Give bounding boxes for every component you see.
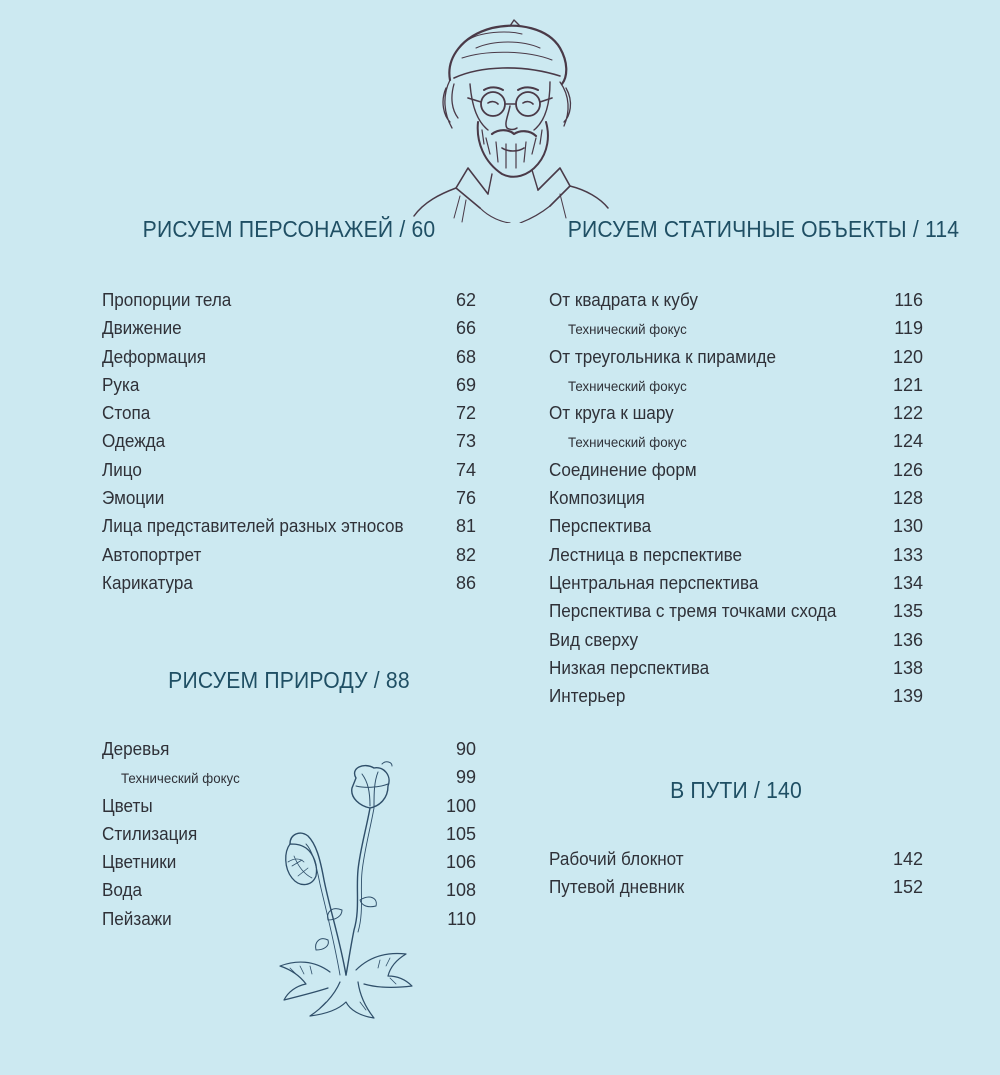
toc-subentry (549, 427, 923, 455)
entry-label: Эмоции (102, 488, 165, 509)
entry-page-number: 74 (455, 459, 476, 480)
entry-label: Деревья (102, 739, 170, 759)
entry-label: Цветники (102, 852, 177, 873)
entry-label: Низкая перспектива (549, 657, 710, 678)
entry-label: Технический фокус (568, 377, 687, 394)
entry-label: Центральная перспектива (549, 572, 759, 593)
toc-entry (549, 873, 923, 901)
toc-entry (549, 569, 923, 597)
toc-section-travel (549, 777, 923, 902)
entry-page-number: 138 (892, 657, 923, 678)
entry-page-number: 81 (455, 516, 476, 537)
entry-label: Движение (102, 318, 182, 339)
entry-page-number: 76 (455, 488, 476, 509)
toc-entry (102, 343, 476, 371)
toc-entry (102, 371, 476, 399)
toc-entry (102, 286, 476, 314)
entry-label: Лица представителей разных этносов (102, 516, 404, 537)
entry-page-number: 122 (892, 403, 923, 424)
section-title: РИСУЕМ ПРИРОДУ / 88 (168, 667, 410, 693)
toc-subentry (549, 371, 923, 399)
entry-page-number: 116 (894, 290, 923, 310)
entry-page-number: 135 (892, 601, 923, 622)
toc-entry (549, 399, 923, 427)
entry-page-number: 120 (892, 346, 923, 367)
entry-page-number: 124 (892, 431, 923, 452)
entry-page-number: 82 (455, 544, 476, 565)
section-title: РИСУЕМ СТАТИЧНЫЕ ОБЪЕКТЫ / 114 (567, 216, 960, 242)
entry-page-number: 130 (892, 516, 923, 537)
toc-entry (549, 626, 923, 654)
entry-page-number: 119 (894, 318, 923, 339)
toc-entry (102, 484, 476, 512)
entry-label: Интерьер (549, 686, 626, 707)
toc-entry (549, 512, 923, 540)
toc-entry (549, 541, 923, 569)
toc-entry (102, 569, 476, 597)
toc-entry (549, 286, 923, 314)
entry-page-number: 108 (445, 880, 476, 901)
toc-entry (102, 905, 476, 933)
toc-entry (102, 735, 476, 763)
entries-list (549, 845, 923, 902)
toc-entry (549, 456, 923, 484)
entry-page-number: 139 (892, 686, 923, 707)
entry-page-number: 90 (455, 739, 476, 759)
toc-section-nature (102, 667, 476, 933)
toc-entry (102, 876, 476, 904)
entry-label: Цветы (102, 795, 153, 816)
entry-label: Рабочий блокнот (549, 849, 684, 869)
entry-page-number: 69 (455, 374, 476, 395)
entry-page-number: 66 (455, 318, 476, 339)
entry-page-number: 106 (445, 852, 476, 873)
entry-label: Вода (102, 880, 143, 901)
entry-label: Технический фокус (121, 770, 240, 787)
portrait-sketch-illustration (410, 18, 610, 223)
entry-label: Карикатура (102, 572, 193, 593)
entries-list (102, 735, 476, 933)
entry-label: Вид сверху (549, 629, 639, 650)
entry-page-number: 68 (455, 346, 476, 367)
toc-subentry (549, 314, 923, 342)
entry-label: Пропорции тела (102, 290, 232, 310)
entry-page-number: 105 (445, 823, 476, 844)
entry-label: Автопортрет (102, 544, 202, 565)
toc-entry (102, 512, 476, 540)
toc-entry (549, 597, 923, 625)
entry-page-number: 134 (892, 572, 923, 593)
toc-entry (102, 456, 476, 484)
entry-label: Технический фокус (568, 434, 687, 451)
toc-entry (102, 541, 476, 569)
entry-page-number: 126 (892, 459, 923, 480)
entry-label: Лестница в перспективе (549, 544, 743, 565)
entries-list (102, 286, 476, 597)
entry-page-number: 136 (892, 629, 923, 650)
entry-label: Перспектива (549, 516, 652, 537)
toc-subentry (102, 763, 476, 791)
entry-label: Лицо (102, 459, 142, 480)
entry-label: Соединение форм (549, 459, 697, 480)
toc-entry (102, 399, 476, 427)
toc-entry (549, 654, 923, 682)
entries-list (549, 286, 923, 710)
toc-entry (102, 314, 476, 342)
entry-page-number: 62 (455, 290, 476, 310)
entry-page-number: 86 (455, 572, 476, 593)
toc-section-characters (102, 216, 476, 597)
entry-page-number: 133 (892, 544, 923, 565)
entry-label: Перспектива с тремя точками схода (549, 601, 837, 622)
entry-label: Композиция (549, 488, 645, 509)
entry-label: Технический фокус (568, 321, 687, 338)
entry-label: Стилизация (102, 823, 198, 844)
toc-entry (549, 682, 923, 710)
section-title: В ПУТИ / 140 (670, 777, 802, 803)
entry-page-number: 110 (447, 908, 476, 929)
entry-label: От круга к шару (549, 403, 674, 424)
entry-page-number: 152 (892, 877, 923, 898)
entry-label: Деформация (102, 346, 207, 367)
toc-entry (102, 427, 476, 455)
entry-label: Одежда (102, 431, 166, 452)
entry-page-number: 99 (455, 767, 476, 788)
entry-label: Пейзажи (102, 908, 172, 929)
entry-page-number: 121 (892, 374, 923, 395)
entry-page-number: 100 (445, 795, 476, 816)
toc-entry (102, 792, 476, 820)
entry-page-number: 72 (455, 403, 476, 424)
toc-section-static-objects (549, 216, 960, 710)
toc-entry (102, 820, 476, 848)
section-title: РИСУЕМ ПЕРСОНАЖЕЙ / 60 (142, 216, 436, 242)
toc-entry (549, 845, 923, 873)
entry-page-number: 142 (892, 849, 923, 869)
entry-label: Стопа (102, 403, 151, 424)
entry-label: От треугольника к пирамиде (549, 346, 776, 367)
entry-label: От квадрата к кубу (549, 290, 698, 310)
entry-label: Рука (102, 374, 140, 395)
entry-label: Путевой дневник (549, 877, 685, 898)
toc-entry (549, 343, 923, 371)
toc-entry (102, 848, 476, 876)
toc-entry (549, 484, 923, 512)
entry-page-number: 128 (892, 488, 923, 509)
entry-page-number: 73 (455, 431, 476, 452)
